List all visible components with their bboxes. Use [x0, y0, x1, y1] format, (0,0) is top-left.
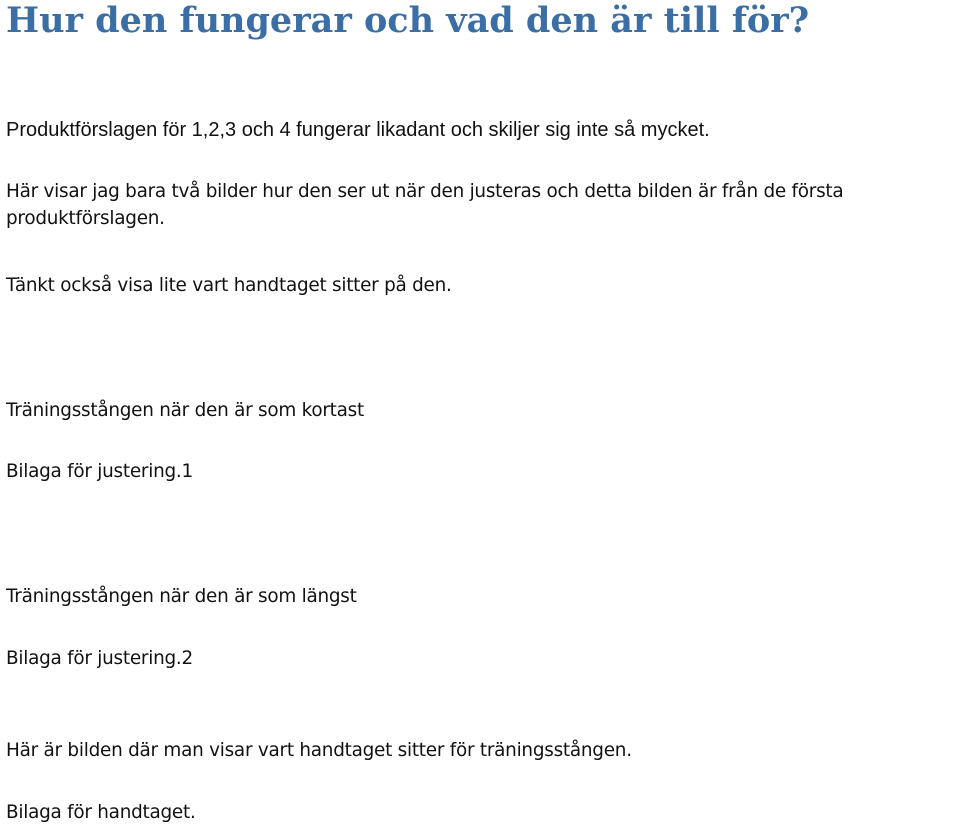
handle-note: Tänkt också visa lite vart handtaget sitter på den. [6, 275, 452, 296]
attachment-adjustment-2: Bilaga för justering.2 [6, 648, 193, 669]
intro-paragraph: Produktförslagen för 1,2,3 och 4 fungerar likadant och skiljer sig inte så mycket. [6, 119, 710, 141]
images-description-line-1: Här visar jag bara två bilder hur den ser ut när den justeras och detta bilden är från de första [6, 181, 844, 202]
longest-caption: Träningsstången när den är som längst [6, 586, 357, 607]
shortest-caption: Träningsstången när den är som kortast [6, 400, 364, 421]
attachment-adjustment-1: Bilaga för justering.1 [6, 461, 193, 482]
document-title: Hur den fungerar och vad den är till för? [6, 0, 810, 41]
images-description-line-2: produktförslagen. [6, 208, 165, 229]
attachment-handle: Bilaga för handtaget. [6, 802, 196, 823]
handle-image-caption: Här är bilden där man visar vart handtaget sitter för träningsstången. [6, 740, 632, 761]
